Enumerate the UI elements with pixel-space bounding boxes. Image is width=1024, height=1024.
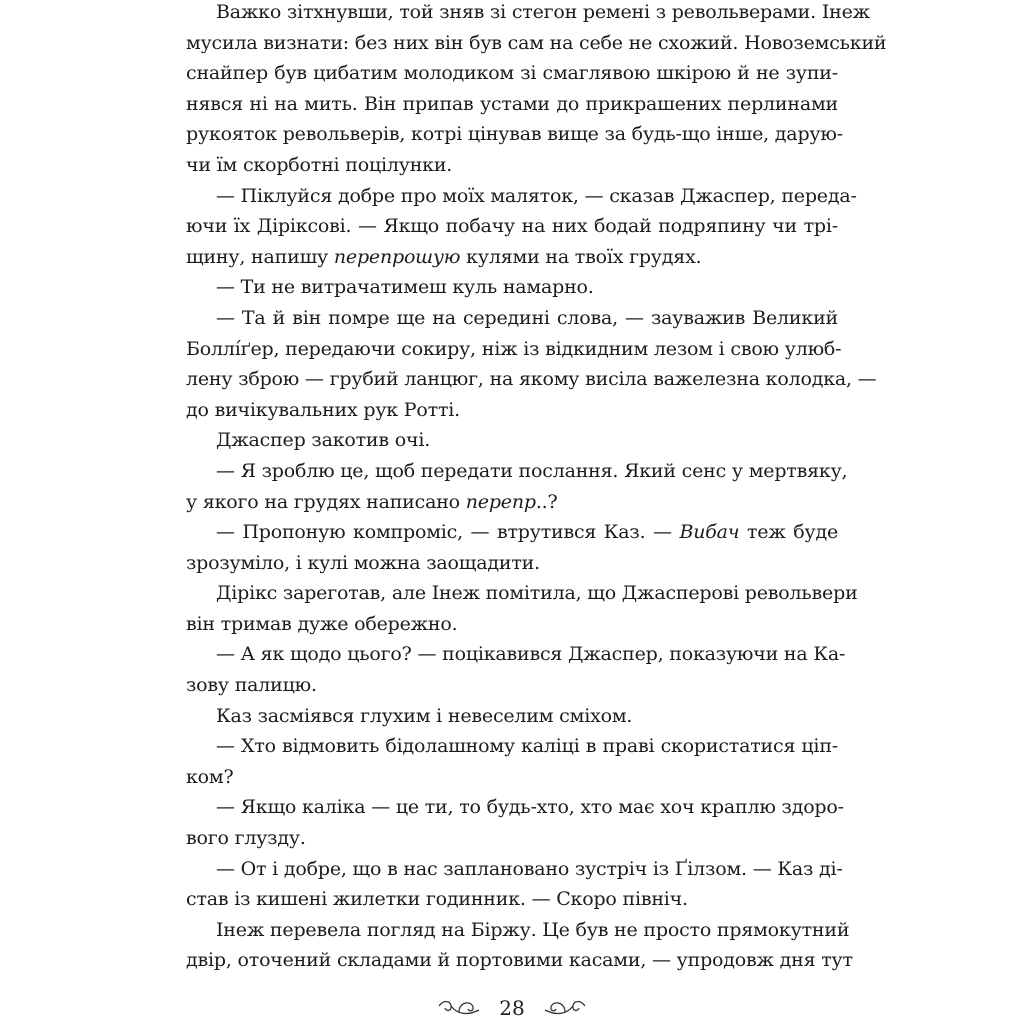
text-line: — А як щодо цього? — поцікавився Джаспер, показуючи на Ка-	[216, 643, 846, 666]
italic-word: перепр	[465, 490, 536, 513]
body-text	[186, 0, 887, 976]
text-line: — От і добре, що в нас заплановано зустріч із Ґілзом. — Каз ді-	[216, 857, 843, 880]
text-line: вого глузду.	[186, 827, 306, 850]
text-line: двір, оточений складами й портовими касами, — упродовж дня тут	[186, 949, 853, 972]
text-segment: кулями на твоїх грудях.	[460, 245, 702, 268]
flourish-left-icon	[437, 997, 481, 1019]
text-line: зрозуміло, і кулі можна заощадити.	[186, 551, 540, 574]
text-line: Важко зітхнувши, той зняв зі стегон ремені з револьверами. Інеж	[216, 1, 870, 23]
text-line: Боллі́ґер, передаючи сокиру, ніж із відкидним лезом і свою улюб-	[186, 337, 842, 360]
text-line	[186, 242, 838, 273]
text-line: чи їм скорботні поцілунки.	[186, 153, 453, 176]
text-line: ючи їх Діріксові. — Якщо побачу на них бодай подряпину чи трі-	[186, 215, 838, 238]
text-line: рукояток револьверів, котрі цінував вище за будь-що інше, дарую-	[186, 123, 843, 146]
text-line: нявся ні на мить. Він припав устами до прикрашених перлинами	[186, 92, 838, 115]
italic-word: перепрошую	[333, 245, 461, 268]
text-segment: ..?	[535, 490, 558, 513]
italic-word: Вибач	[679, 521, 740, 544]
text-line: став із кишені жилетки годинник. — Скоро північ.	[186, 888, 688, 911]
text-line: лену зброю — грубий ланцюг, на якому висіла важелезна колодка, —	[186, 368, 877, 391]
text-line	[186, 487, 838, 518]
text-segment: у якого на грудях написано	[186, 490, 466, 513]
text-line	[186, 517, 838, 548]
text-line: — Я зроблю це, щоб передати послання. Який сенс у мертвяку,	[216, 459, 848, 482]
flourish-right-icon	[543, 997, 587, 1019]
text-line: Каз засміявся глухим і невеселим сміхом.	[216, 704, 633, 727]
text-segment: щину, напишу	[186, 245, 334, 268]
text-line: — Якщо каліка — це ти, то будь-хто, хто має хоч краплю здоро-	[216, 796, 844, 819]
text-line: — Та й він помре ще на середині слова, — зауважив Великий	[216, 306, 838, 329]
text-line: Інеж перевела погляд на Біржу. Це був не просто прямокутний	[216, 918, 850, 941]
text-line: він тримав дуже обережно.	[186, 612, 458, 635]
page-number: 28	[499, 996, 525, 1020]
text-line: мусила визнати: без них він був сам на себе не схожий. Новоземський	[186, 31, 887, 54]
page-footer	[0, 990, 1024, 1024]
text-line: Дірікс зареготав, але Інеж помітила, що Джасперові револьвери	[216, 582, 858, 605]
text-line: Джаспер закотив очі.	[216, 429, 431, 452]
text-segment: — Пропоную компроміс, — втрутився Каз. —	[216, 521, 680, 544]
text-line: — Ти не витрачатимеш куль намарно.	[216, 276, 594, 299]
text-line: снайпер був цибатим молодиком зі смаглявою шкірою й не зупи-	[186, 62, 838, 85]
text-line: — Піклуйся добре про моїх маляток, — сказав Джаспер, переда-	[216, 184, 857, 207]
text-segment: теж буде	[739, 521, 838, 544]
text-line: — Хто відмовить бідолашному каліці в праві скористатися ціп-	[216, 735, 838, 758]
text-line: ком?	[186, 765, 234, 788]
text-line: до вичікувальних рук Ротті.	[186, 398, 460, 421]
text-line: зову палицю.	[186, 674, 317, 697]
